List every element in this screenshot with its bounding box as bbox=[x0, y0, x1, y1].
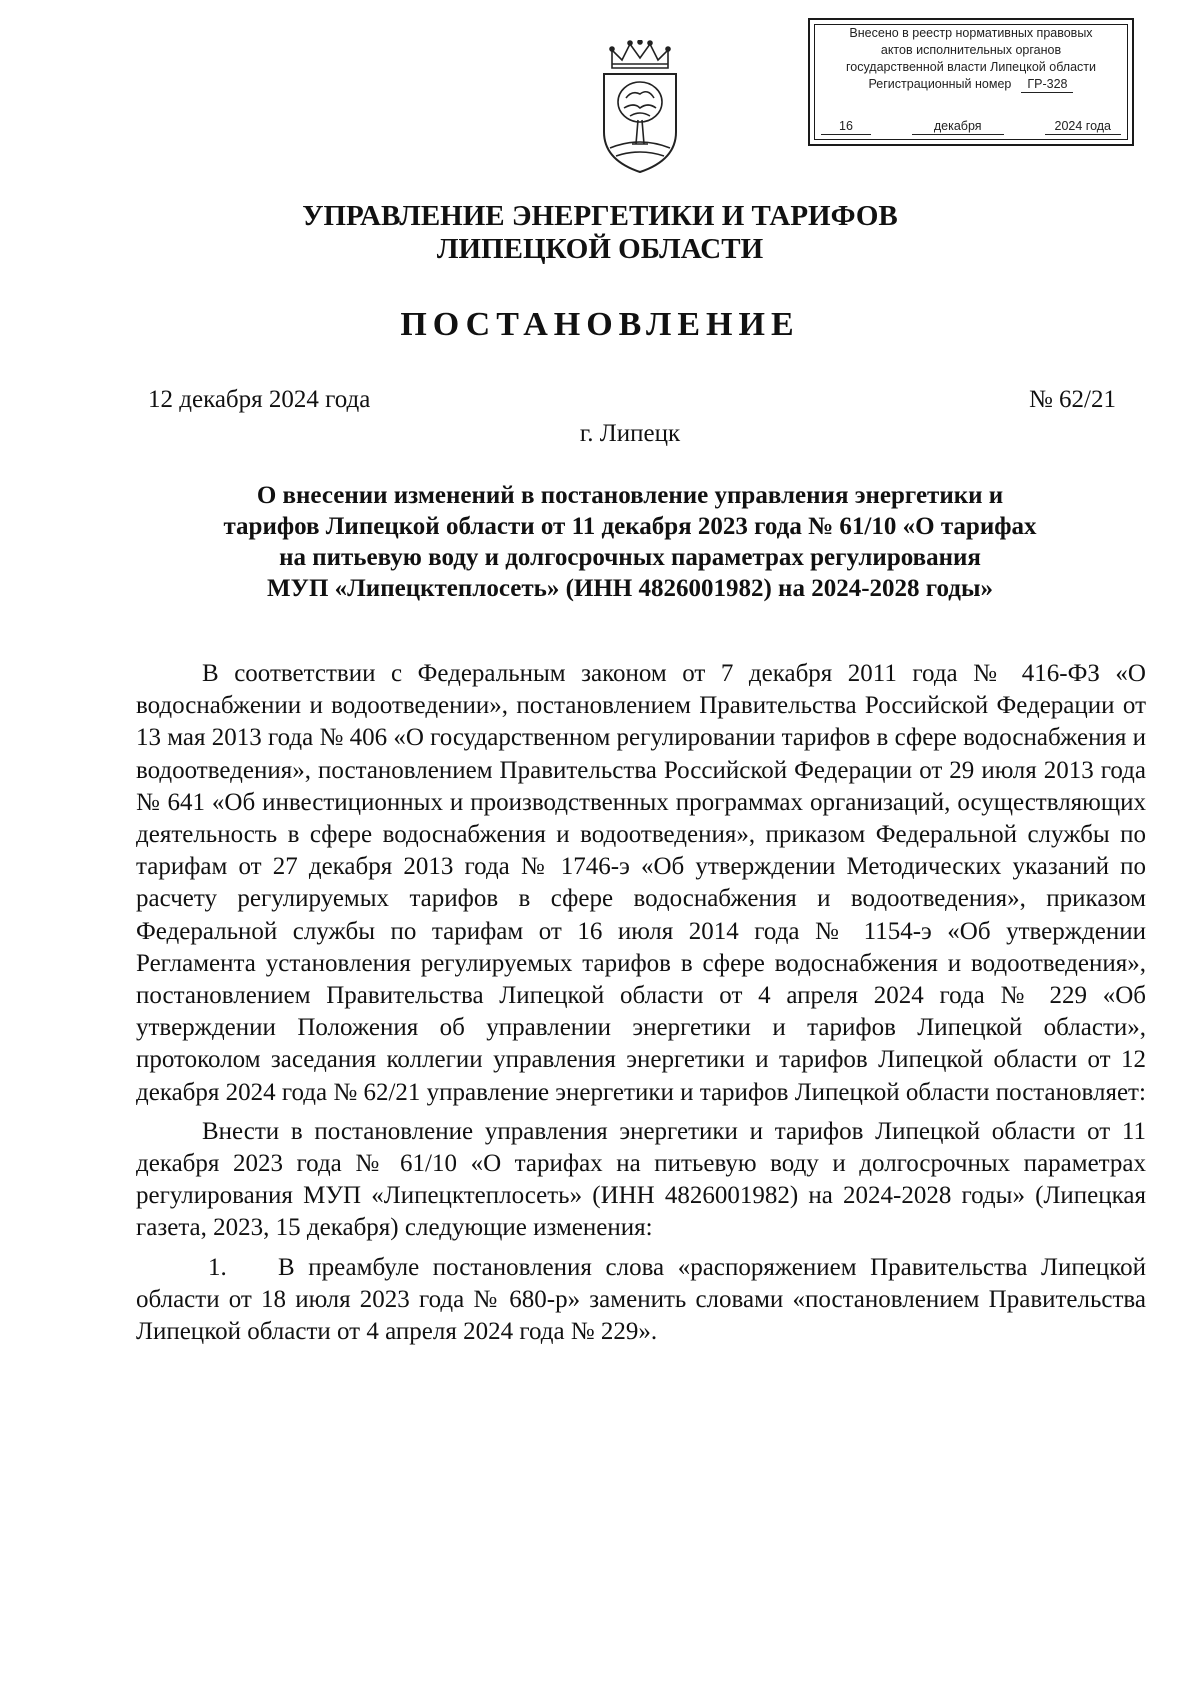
stamp-reg-row bbox=[815, 76, 1127, 93]
body-item-1 bbox=[136, 1252, 1146, 1349]
body-paragraph-amend: Внести в постановление управления энергетики и тарифов Липецкой области от 11 декабря 2023 года № 61/10 «О тарифах на питьевую воду и долгосрочных параметрах регулирования МУП «Липецктеплосеть» (ИНН 4826001982) на 2024-2028 годы» (Липецкая газета, 2023, 15 декабря) следующие изменения: bbox=[136, 1117, 1146, 1242]
document-city-text: г. Липецк bbox=[579, 420, 681, 447]
stamp-reg-label: Регистрационный номер bbox=[868, 77, 1012, 91]
document-city bbox=[0, 420, 1200, 448]
organization-name-line-1: УПРАВЛЕНИЕ ЭНЕРГЕТИКИ И ТАРИФОВ bbox=[302, 200, 898, 232]
document-date: 12 декабря 2024 года bbox=[148, 386, 371, 413]
stamp-line-1: Внесено в реестр нормативных правовых bbox=[849, 26, 1093, 40]
subject-line-1: О внесении изменений в постановление управления энергетики и bbox=[256, 482, 1004, 509]
lipetsk-coat-of-arms-icon bbox=[592, 40, 688, 180]
body-paragraph-preamble: В соответствии с Федеральным законом от 7 декабря 2011 года № 416-ФЗ «О водоснабжении и водоотведении», постановлением Правительства Российской Федерации от 13 мая 2013 года № 406 «О государственном регулировании тарифов в сфере водоснабжения и водоотведения», постановлением Правительства Российской Федерации от 29 июля 2013 года № 641 «Об инвестиционных и производственных программах организаций, осуществляющих деятельность в сфере водоснабжения и водоотведения», приказом Федеральной службы по тарифам от 27 декабря 2013 года № 1746-э «Об утверждении Методических указаний по расчету регулируемых тарифов в сфере водоснабжения и водоотведения», приказом Федеральной службы по тарифам от 16 июля 2014 года № 1154-э «Об утверждении Регламента установления регулируемых тарифов в сфере водоснабжения и водоотведения», постановлением Правительства Липецкой области от 4 апреля 2024 года № 229 «Об утверждении Положения об управлении энергетики и тарифов Липецкой области», протоколом заседания коллегии управления энергетики и тарифов Липецкой области от 12 декабря 2024 года № 62/21 управление энергетики и тарифов Липецкой области постановляет: bbox=[136, 660, 1146, 1106]
document-number: № 62/21 bbox=[1028, 386, 1116, 413]
organization-name bbox=[0, 200, 1200, 266]
stamp-line-3: государственной власти Липецкой области bbox=[845, 60, 1097, 74]
stamp-date-row bbox=[821, 119, 1121, 135]
stamp-year: 2024 года bbox=[1045, 119, 1122, 135]
body-item-1-text: В преамбуле постановления слова «распоряжением Правительства Липецкой области от 18 июля 2023 года № 680-р» заменить словами «постановлением Правительства Липецкой области от 4 апреля 2024 года № 229». bbox=[136, 1253, 1146, 1346]
subject-line-4: МУП «Липецктеплосеть» (ИНН 4826001982) на 2024-2028 годы» bbox=[267, 575, 993, 602]
stamp-month: декабря bbox=[912, 119, 1004, 135]
subject-line-2: тарифов Липецкой области от 11 декабря 2023 года № 61/10 «О тарифах bbox=[223, 513, 1037, 540]
document-body bbox=[136, 658, 1146, 1348]
subject-line-3: на питьевую воду и долгосрочных параметрах регулирования bbox=[279, 544, 981, 571]
stamp-day: 16 bbox=[821, 119, 871, 135]
registry-stamp bbox=[808, 18, 1134, 146]
document-type: ПОСТАНОВЛЕНИЕ bbox=[400, 306, 800, 343]
stamp-line-2: актов исполнительных органов bbox=[880, 43, 1062, 57]
registry-stamp-inner bbox=[814, 24, 1128, 140]
body-item-1-number: 1. bbox=[208, 1253, 227, 1281]
document-subject bbox=[160, 480, 1100, 604]
organization-name-line-2: ЛИПЕЦКОЙ ОБЛАСТИ bbox=[436, 233, 764, 265]
stamp-reg-number: ГР-328 bbox=[1021, 77, 1073, 93]
